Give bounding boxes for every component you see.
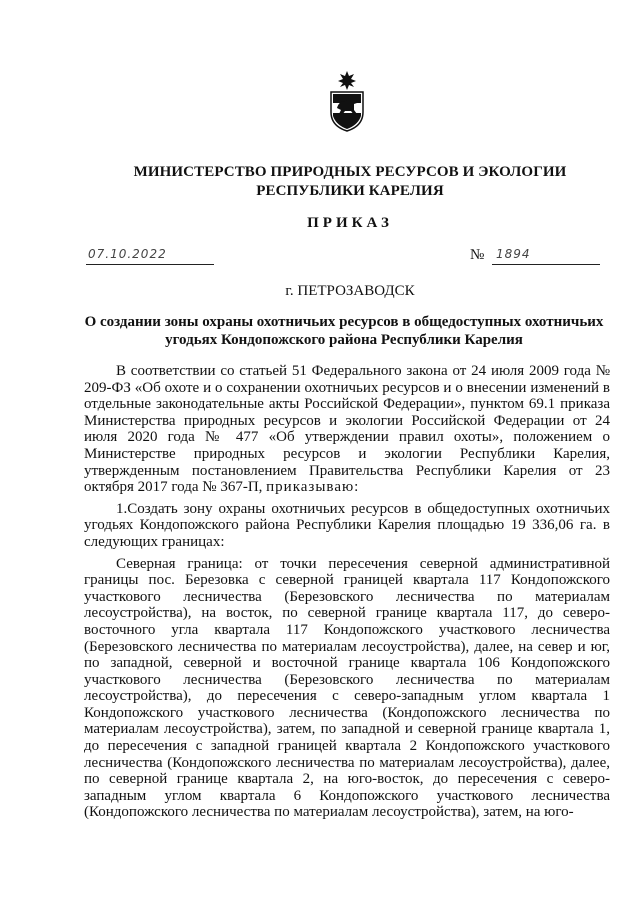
ministry-title-line2: РЕСПУБЛИКИ КАРЕЛИЯ xyxy=(256,183,444,199)
number-label: № xyxy=(470,247,485,263)
preamble-text: В соответствии со статьей 51 Федерального закона от 24 июля 2009 года № 209-ФЗ «Об охоте и о сохранении охотничьих ресурсов и о внесении изменений в отдельные законодательные акты Российской Федерации», пунктом 69.1 приказа Министерства природных ресурсов и экологии Российской Федерации от 24 июля 2020 года № 477 «Об утверждении правил охоты», положением о Министерстве природных ресурсов и экологии Республики Карелия, утвержденным постановлением Правительства Республики Карелия от 23 октября 2017 года № 367-П, xyxy=(84,363,610,496)
karelia-coat-of-arms-icon xyxy=(328,70,366,132)
order-subject-line1: О создании зоны охраны охотничьих ресурсов в общедоступных охотничьих xyxy=(84,314,604,330)
item-1-paragraph: 1.Создать зону охраны охотничьих ресурсов в общедоступных охотничьих угодьях Кондопожского района Республики Карелия площадью 19 336,06 га. в следующих границах: xyxy=(84,500,610,550)
order-verb: приказываю: xyxy=(266,479,360,496)
ministry-title-line1: МИНИСТЕРСТВО ПРИРОДНЫХ РЕСУРСОВ И ЭКОЛОГИИ xyxy=(133,164,567,180)
handwritten-number: 1894 xyxy=(496,247,531,261)
northern-boundary-paragraph: Северная граница: от точки пересечения северной административной границы пос. Березовка с северной границей квартала 117 Кондопожского участкового лесничества (Березовского лесничества по материалам лесоустройства), на восток, по северной границе квартала 117, до северо-восточного угла квартала 117 Кондопожского участкового лесничества (Березовского лесничества по материалам лесоустройства), далее, на север и юг, по западной, северной и восточной границе квартала 106 Кондопожского участкового лесничества (Березовского лесничества по материалам лесоустройства), до пересечения с северо-западным углом квартала 1 Кондопожского участкового лесничества (Кондопожского лесничества по материалам лесоустройства), затем, по западной и северной границе квартала 1, до пересечения с западной границей квартала 2 Кондопожского участкового лесничества (Кондопожского лесничества по материалам лесоустройства), далее, по северной границе квартала 2, на юго-восток, до пересечения с северо-западным углом квартала 6 Кондопожского участкового лесничества (Кондопожского лесничества по материалам лесоустройства), затем, на юго- xyxy=(84,555,610,821)
date-field xyxy=(86,246,214,265)
order-subject-line2: угодьях Кондопожского района Республики Карелия xyxy=(165,332,523,348)
document-type: ПРИКАЗ xyxy=(307,215,393,231)
order-body xyxy=(84,363,610,821)
city-line: г. ПЕТРОЗАВОДСК xyxy=(285,283,415,299)
ministry-title xyxy=(60,163,640,201)
preamble-paragraph xyxy=(84,363,610,496)
order-subject xyxy=(78,313,610,349)
number-field xyxy=(492,246,600,265)
handwritten-date: 07.10.2022 xyxy=(88,247,167,261)
